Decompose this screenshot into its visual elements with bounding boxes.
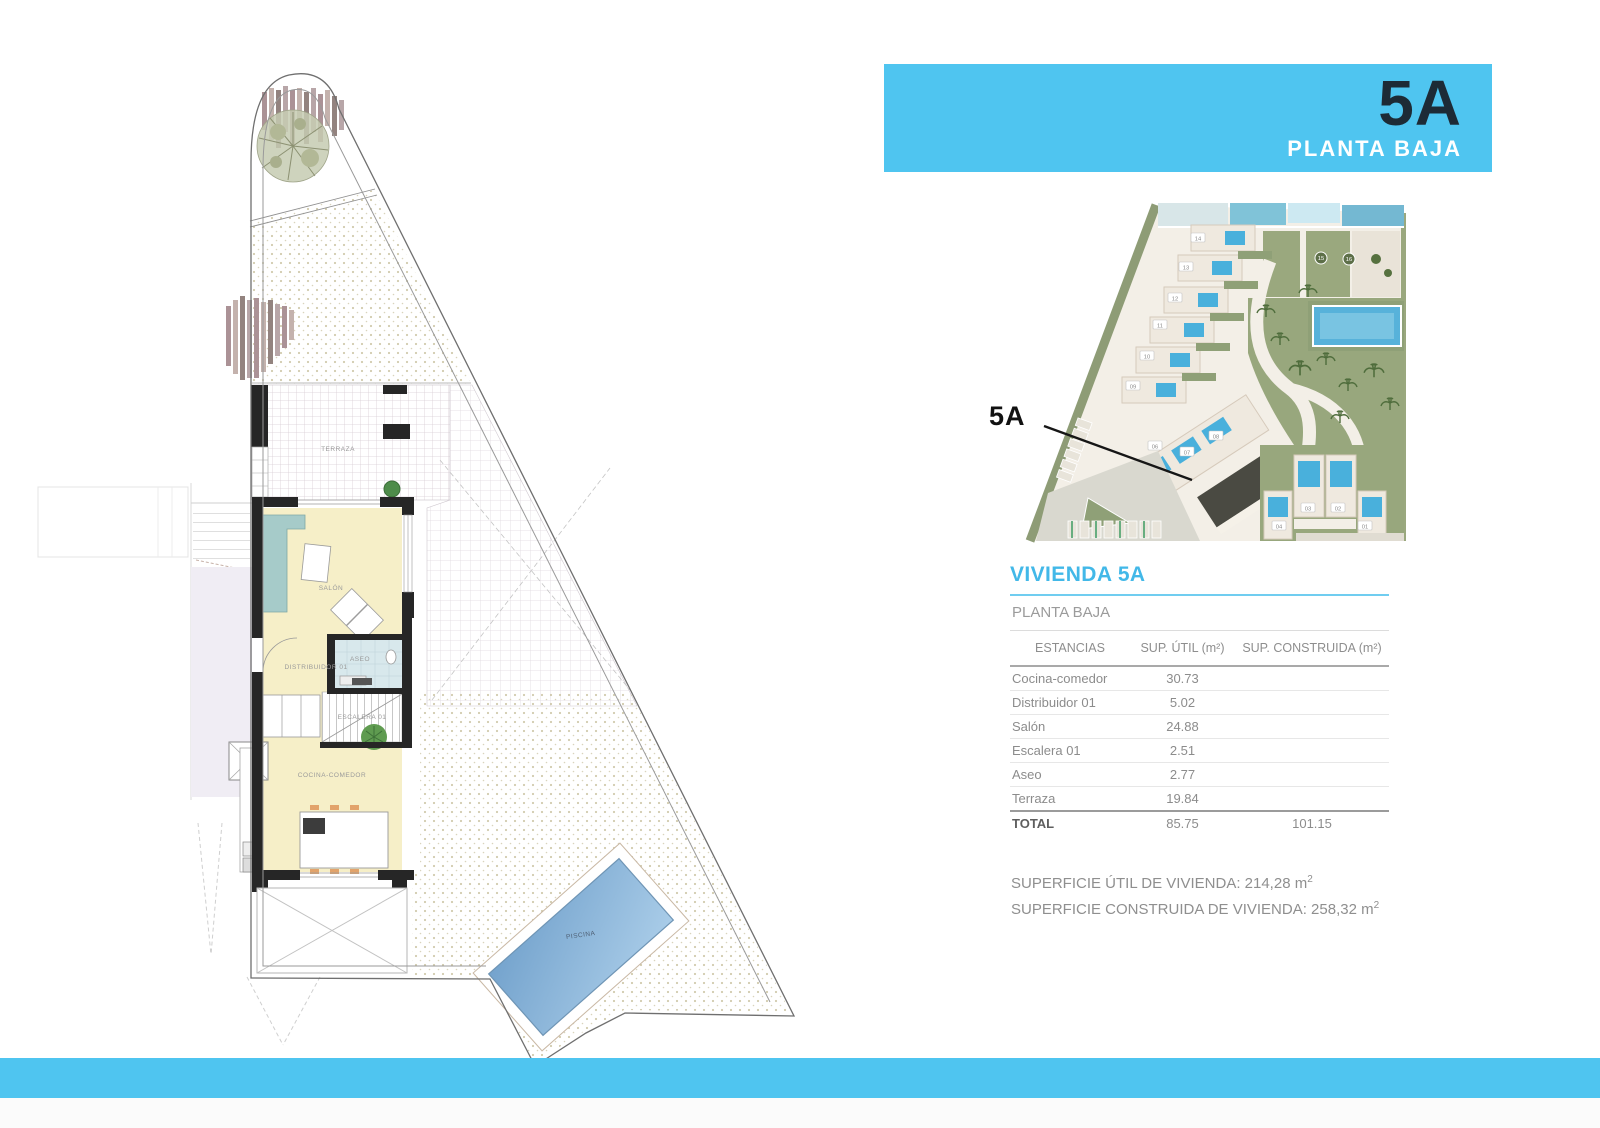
- site-plan: [1008, 203, 1406, 555]
- svg-text:04: 04: [1275, 524, 1283, 531]
- table-row: [1010, 739, 1389, 763]
- room-util: 5.02: [1169, 695, 1196, 710]
- room-label: DISTRIBUIDOR 01: [284, 664, 348, 671]
- svg-text:07: 07: [1183, 450, 1191, 457]
- room-util: 19.84: [1166, 791, 1199, 806]
- table-row: [1010, 691, 1389, 715]
- room-name: Escalera 01: [1012, 743, 1081, 758]
- table-row: [1010, 787, 1389, 810]
- col-sup-util: SUP. ÚTIL (m²): [1140, 641, 1225, 655]
- room-name: Distribuidor 01: [1012, 695, 1096, 710]
- details-panel: [1010, 563, 1389, 835]
- unit-number: 5A: [1378, 66, 1462, 139]
- site-unit-marker: [1126, 381, 1140, 390]
- summary-text: SUPERFICIE CONSTRUIDA DE VIVIENDA: 258,32 m: [1011, 901, 1374, 918]
- svg-text:10: 10: [1143, 354, 1151, 361]
- superscript: 2: [1373, 900, 1380, 911]
- rooms-table-body: [1010, 667, 1389, 810]
- col-sup-construida: SUP. CONSTRUIDA (m²): [1242, 641, 1382, 655]
- site-unit-marker: [1168, 293, 1182, 302]
- svg-text:14: 14: [1194, 236, 1202, 243]
- summary: [1011, 869, 1379, 921]
- svg-text:09: 09: [1129, 384, 1137, 391]
- superscript: 2: [1307, 874, 1313, 885]
- site-unit-marker: [1179, 262, 1193, 271]
- site-unit-marker: [1301, 503, 1315, 512]
- room-label: TERRAZA: [321, 446, 355, 453]
- svg-text:16: 16: [1345, 257, 1353, 264]
- room-name: Salón: [1012, 719, 1046, 734]
- site-unit-marker: [1191, 233, 1205, 242]
- room-label: SALÓN: [318, 585, 344, 592]
- summary-text: SUPERFICIE ÚTIL DE VIVIENDA: 214,28 m: [1011, 875, 1308, 892]
- unit-banner: [884, 64, 1492, 172]
- svg-text:02: 02: [1334, 506, 1342, 513]
- terraza: [251, 385, 450, 500]
- site-unit-marker: [1209, 431, 1223, 440]
- room-util: 2.77: [1169, 767, 1196, 782]
- summary-line-construida: [1011, 895, 1379, 921]
- site-unit-marker: [1272, 521, 1286, 530]
- neighbour-plot: [38, 483, 252, 800]
- site-yards-topright: [1263, 231, 1400, 297]
- total-construida: 101.15: [1292, 816, 1332, 831]
- table-header: [1010, 631, 1389, 667]
- room-util: 24.88: [1166, 719, 1199, 734]
- bottom-accent-bar: [0, 1058, 1600, 1098]
- svg-text:03: 03: [1304, 506, 1312, 513]
- col-estancias: ESTANCIAS: [1035, 641, 1105, 655]
- room-name: Cocina-comedor: [1012, 671, 1108, 686]
- room-util: 30.73: [1166, 671, 1199, 686]
- room-label: COCINA-COMEDOR: [297, 772, 367, 779]
- slope-hatch: [427, 385, 637, 706]
- table-row: [1010, 763, 1389, 787]
- room-name: Aseo: [1012, 767, 1042, 782]
- room-label: ASEO: [349, 656, 371, 663]
- site-callout-label: 5A: [989, 401, 1026, 431]
- table-row: [1010, 715, 1389, 739]
- svg-text:11: 11: [1156, 323, 1164, 330]
- table-total-row: [1010, 810, 1389, 835]
- total-util: 85.75: [1166, 816, 1199, 831]
- site-unit-marker: [1140, 351, 1154, 360]
- svg-text:15: 15: [1317, 256, 1325, 263]
- site-unit-marker: [1358, 521, 1372, 530]
- site-unit-marker: [1315, 252, 1327, 264]
- unit-floor-label: PLANTA BAJA: [1287, 136, 1462, 162]
- site-unit-marker: [1153, 320, 1167, 329]
- svg-text:01: 01: [1361, 524, 1369, 531]
- total-label: TOTAL: [1012, 816, 1055, 831]
- summary-line-util: [1011, 869, 1379, 895]
- svg-text:08: 08: [1212, 434, 1220, 441]
- room-label: ESCALERA 01: [337, 714, 387, 721]
- site-unit-marker: [1343, 253, 1355, 265]
- table-row: [1010, 667, 1389, 691]
- site-unit-marker: [1331, 503, 1345, 512]
- svg-text:13: 13: [1182, 265, 1190, 272]
- site-unit-marker: [1148, 441, 1162, 450]
- page-margin-bottom: [0, 1098, 1600, 1128]
- details-title: VIVIENDA 5A: [1010, 563, 1389, 596]
- garden-upper: [252, 190, 471, 384]
- site-top-buildings: [1158, 203, 1404, 227]
- room-label: PISCINA: [565, 929, 596, 942]
- svg-text:12: 12: [1171, 296, 1179, 303]
- room-util: 2.51: [1169, 743, 1196, 758]
- room-name: Terraza: [1012, 791, 1056, 806]
- details-floor: PLANTA BAJA: [1010, 596, 1389, 631]
- site-unit-marker: [1180, 447, 1194, 456]
- svg-text:06: 06: [1151, 444, 1159, 451]
- garage: [257, 888, 407, 973]
